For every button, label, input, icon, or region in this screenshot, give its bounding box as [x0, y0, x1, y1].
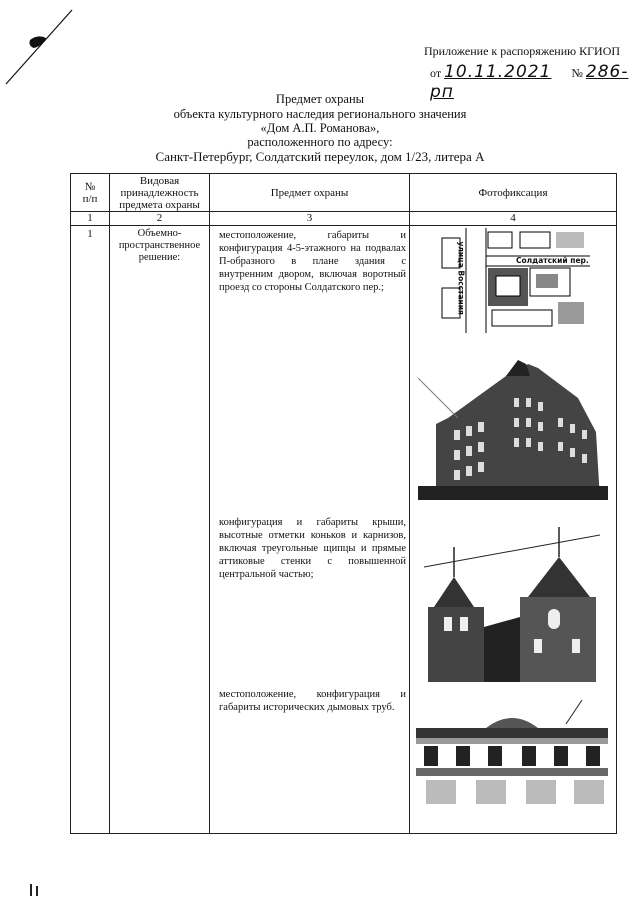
number-prefix: № [571, 66, 583, 80]
building-drawing [418, 358, 608, 500]
title-line-5: Санкт-Петербург, Солдатский переулок, дом 1/23, литера А [155, 149, 485, 164]
map-photo [440, 228, 590, 333]
table-header-row [71, 174, 617, 212]
header-subject: Предмет охраны [210, 174, 410, 212]
title-line-4: расположенного по адресу: [247, 135, 393, 149]
date-prefix: от [430, 66, 442, 80]
bottom-mark [36, 886, 38, 896]
gable-photo [424, 527, 600, 682]
header-type: Видовая принадлежность предмета охраны [110, 174, 210, 212]
number-value: 286-рп [430, 62, 629, 102]
header-photo: Фотофиксация [410, 174, 617, 212]
map-street-vertical: улица Восстания [456, 241, 466, 315]
cornice-photo [416, 700, 608, 804]
cornice-drawing [416, 700, 608, 804]
title-line-2: объекта культурного наследия регионального значения [173, 107, 467, 121]
header-num: № п/п [71, 174, 110, 212]
subject-item-1: местоположение, габариты и конфигурация 4-5-этажного на подвалах П-образного в плане здания с внутренним двором, включая воротный проезд со стороны Солдатского пер.; [219, 230, 406, 293]
corner-mark [0, 6, 80, 86]
row-type: Объемно- пространственное решение: [110, 226, 210, 834]
map-street-horizontal: Солдатский пер. [516, 256, 589, 265]
title-line-1: Предмет охраны [275, 92, 365, 106]
gable-drawing [424, 527, 600, 682]
appendix-line: Приложение к распоряжению КГИОП [424, 44, 621, 58]
title-line-3: «Дом А.П. Романова», [260, 121, 380, 135]
col-num-1: 1 [71, 212, 110, 226]
col-num-3: 3 [210, 212, 410, 226]
col-num-2: 2 [110, 212, 210, 226]
subject-item-2: конфигурация и габариты крыши, высотные отметки коньков и карнизов, включая треугольные щипцы и прямые аттиковые стенки с повышенной центральной частью; [219, 517, 406, 580]
col-num-4: 4 [410, 212, 617, 226]
date-value: 10.11.2021 [444, 62, 552, 82]
bottom-mark [30, 884, 32, 896]
row-num: 1 [71, 226, 110, 834]
column-number-row [71, 212, 617, 226]
subject-item-3: местоположение, конфигурация и габариты исторических дымовых труб. [219, 689, 406, 713]
building-photo [418, 358, 608, 500]
